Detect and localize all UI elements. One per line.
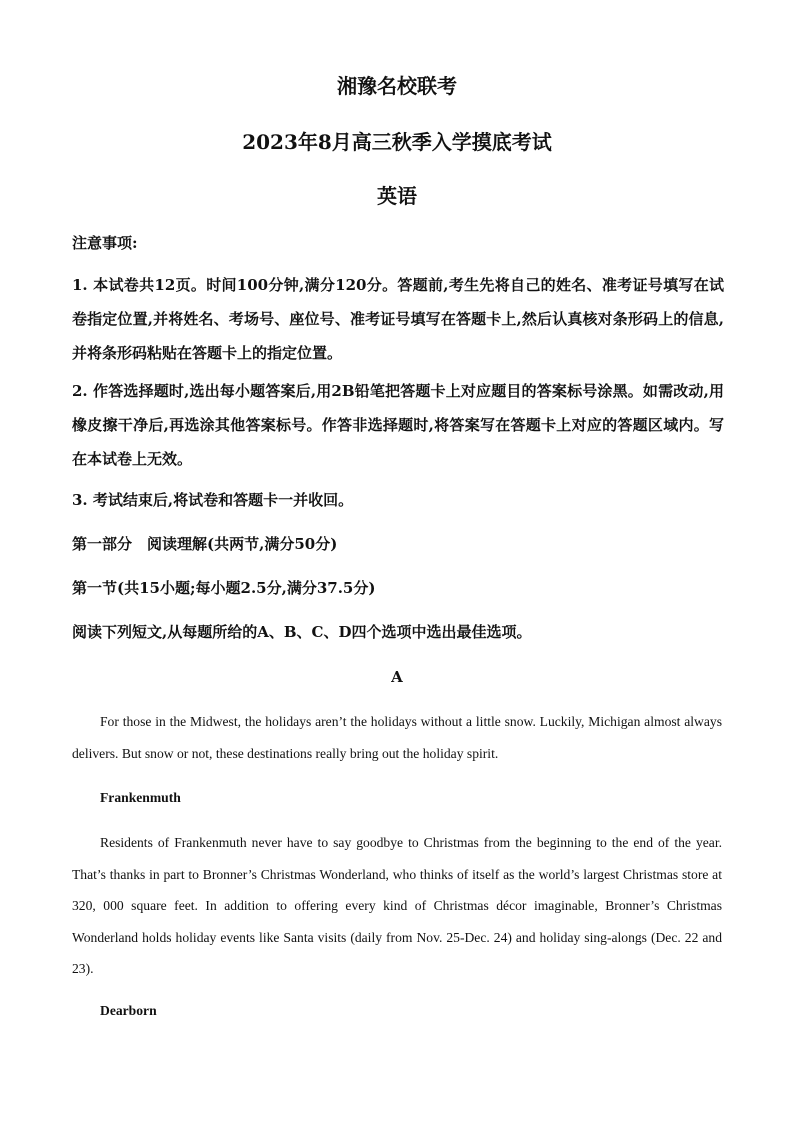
notice-heading: 注意事项: <box>72 234 138 252</box>
subsection-title: 第一节(共15小题;每小题2.5分,满分37.5分) <box>72 579 376 597</box>
school-title: 湘豫名校联考 <box>337 74 457 98</box>
passage-intro: For those in the Midwest, the holidays aren’t the holidays without a little snow. Luckily, Michigan almost always delivers. But snow or not, these destinations really bring out the holiday spirit. <box>72 714 722 761</box>
passage-heading-dearborn: Dearborn <box>100 1003 157 1018</box>
instruction-text: 阅读下列短文,从每题所给的A、B、C、D四个选项中选出最佳选项。 <box>72 623 532 641</box>
notice-item-1: 1. 本试卷共12页。时间100分钟,满分120分。答题前,考生先将自己的姓名、准考证号填写在试卷指定位置,并将姓名、考场号、座位号、准考证号填写在答题卡上,然后认真核对条形码上的信息,并将条形码粘贴在答题卡上的指定位置。 <box>72 276 724 362</box>
passage-heading-frankenmuth: Frankenmuth <box>100 790 181 805</box>
exam-title: 2023年8月高三秋季入学摸底考试 <box>242 130 552 154</box>
part-title: 第一部分 阅读理解(共两节,满分50分) <box>72 535 338 553</box>
notice-item-2: 2. 作答选择题时,选出每小题答案后,用2B铅笔把答题卡上对应题目的答案标号涂黑。如需改动,用橡皮擦干净后,再选涂其他答案标号。作答非选择题时,将答案写在答题卡上对应的答题区域内。写在本试卷上无效。 <box>72 382 724 468</box>
passage-body-frankenmuth: Residents of Frankenmuth never have to say goodbye to Christmas from the beginning to the end of the year. That’s thanks in part to Bronner’s Christmas Wonderland, who thinks of itself as the world’s largest Christmas store at 320, 000 square feet. In addition to offering every kind of Christmas décor imaginable, Bronner’s Christmas Wonderland holds holiday events like Santa visits (daily from Nov. 25-Dec. 24) and holiday sing-alongs (Dec. 22 and 23). <box>72 835 722 977</box>
subject-title: 英语 <box>377 184 417 208</box>
notice-item-3: 3. 考试结束后,将试卷和答题卡一并收回。 <box>72 491 354 509</box>
passage-label: A <box>391 668 403 686</box>
